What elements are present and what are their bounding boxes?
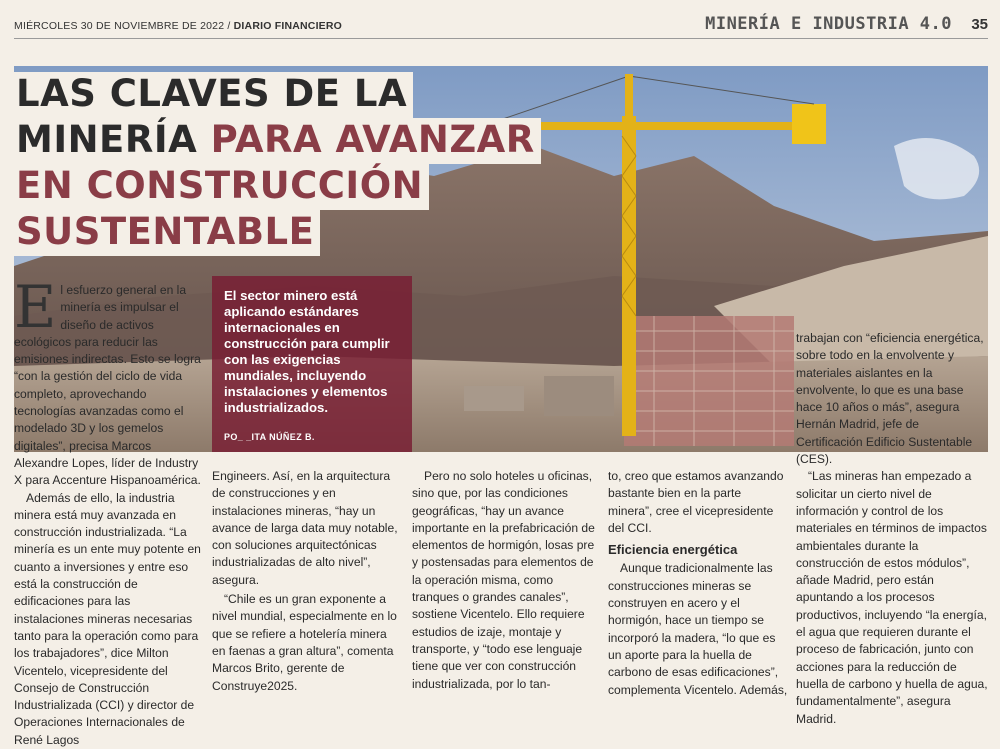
page-header: [0, 0, 1000, 40]
headline-line-3: [14, 164, 429, 210]
paragraph: [14, 273, 202, 490]
pull-quote-text: El sector minero está aplicando estándares internacionales en construcción para cumplir con las exigencias mundiales, incluyendo instalaciones y elementos industrializados.: [224, 288, 390, 415]
paragraph: Aunque tradicionalmente las construcciones mineras se construyen en acero y el hormigón, hace un tiempo se incorporó la madera, “lo que es un aporte para la huella de carbono de esas edificaciones”, complementa Vicentelo. Además,: [608, 561, 788, 697]
article-column-3: [412, 468, 600, 693]
author-byline: PO_ _ITA NÚÑEZ B.: [224, 432, 315, 442]
paragraph: trabajan con “eficiencia energética, sobre todo en la envolvente y materiales aislantes en la envolvente, lo que es una base hace 10 años o más”, asegura Hernán Madrid, jefe de Certificación Edificio Sustentable (CES).: [796, 331, 984, 467]
header-dateline: [14, 20, 342, 32]
pull-quote-box: [212, 276, 412, 452]
headline-text-1: LAS CLAVES DE LA: [16, 72, 408, 115]
paragraph: “Las mineras han empezado a solicitar un cierto nivel de información y control de los materiales en términos de impactos ambientales durante la construcción de estos módulos”, añade Madrid, pero están apuntando a los procesos productivos, incluyendo “la energía, el agua que requieren durante el proceso de fabricación, junto con acciones para la reducción de huella de carbono y huella de agua, fundamentalmente”, asegura Madrid.: [796, 469, 988, 726]
article-column-2: [212, 468, 402, 695]
header-date: MIÉRCOLES 30 DE NOVIEMBRE DE 2022: [14, 20, 225, 32]
drop-cap: E: [14, 273, 57, 341]
section-title: MINERÍA E INDUSTRIA 4.0: [705, 14, 952, 34]
headline-line-1: [14, 72, 413, 118]
paragraph-text: l esfuerzo general en la minería es impulsar el diseño de activos ecológicos para reducir las emisiones indirectas. Esto se logra “con la gestión del ciclo de vida completo, aprovechando tecnologías avanzadas como el modelado 3D y los gemelos digitales”, precisa Marcos Alexandre Lopes, líder de Industry X para Accenture Hispanoamérica.: [14, 283, 201, 488]
page-number: 35: [971, 16, 988, 33]
paragraph: Además de ello, la industria minera está muy avanzada en construcción industrializada. “La minería es un ente muy potente en cuanto a inversiones y entre eso está la construcción de edificaciones para las instalaciones mineras necesarias tanto para la operación como para los trabajadores”, dice Milton Vicentelo, vicepresidente del Consejo de Construcción Industrializada (CCI) y director de Operaciones Internacionales de René Lagos: [14, 490, 201, 747]
header-rule: [14, 38, 988, 39]
header-paper: DIARIO FINANCIERO: [233, 20, 343, 32]
paragraph: to, creo que estamos avanzando bastante bien en la parte minera”, cree el vicepresidente del CCI.: [608, 469, 784, 535]
subheading: Eficiencia energética: [608, 542, 738, 558]
headline-text-3: EN CONSTRUCCIÓN: [16, 164, 424, 207]
headline-text-4: SUSTENTABLE: [16, 210, 315, 253]
article-column-1: [14, 273, 202, 749]
headline-text-2b: PARA AVANZAR: [210, 118, 535, 161]
headline-line-2: [14, 118, 541, 164]
headline-line-4: [14, 210, 320, 256]
article-column-4: [608, 468, 788, 699]
paragraph: “Chile es un gran exponente a nivel mundial, especialmente en lo que se refiere a hotelería minera en faenas a gran altura”, comenta Marcos Brito, gerente de Construye2025.: [212, 592, 397, 693]
header-separator: /: [227, 20, 231, 32]
headline-text-2a: MINERÍA: [16, 118, 198, 161]
paragraph: Engineers. Así, en la arquitectura de construcciones y en instalaciones mineras, “hay un avance de larga data muy notable, con soluciones arquitectónicas industrializadas de alto nivel”, asegura.: [212, 469, 398, 587]
paragraph: Pero no solo hoteles u oficinas, sino que, por las condiciones geográficas, “hay un avance importante en la prefabricación de elementos de hormigón, losas pre y postensadas para elementos de la operación misma, como tranques o grandes canales”, sostiene Vicentelo. Ello requiere estudios de izaje, montaje y transporte, y “todo ese lenguaje tiene que ver con construcción industrializada, por lo tan-: [412, 469, 595, 691]
article-column-5: [796, 330, 988, 728]
